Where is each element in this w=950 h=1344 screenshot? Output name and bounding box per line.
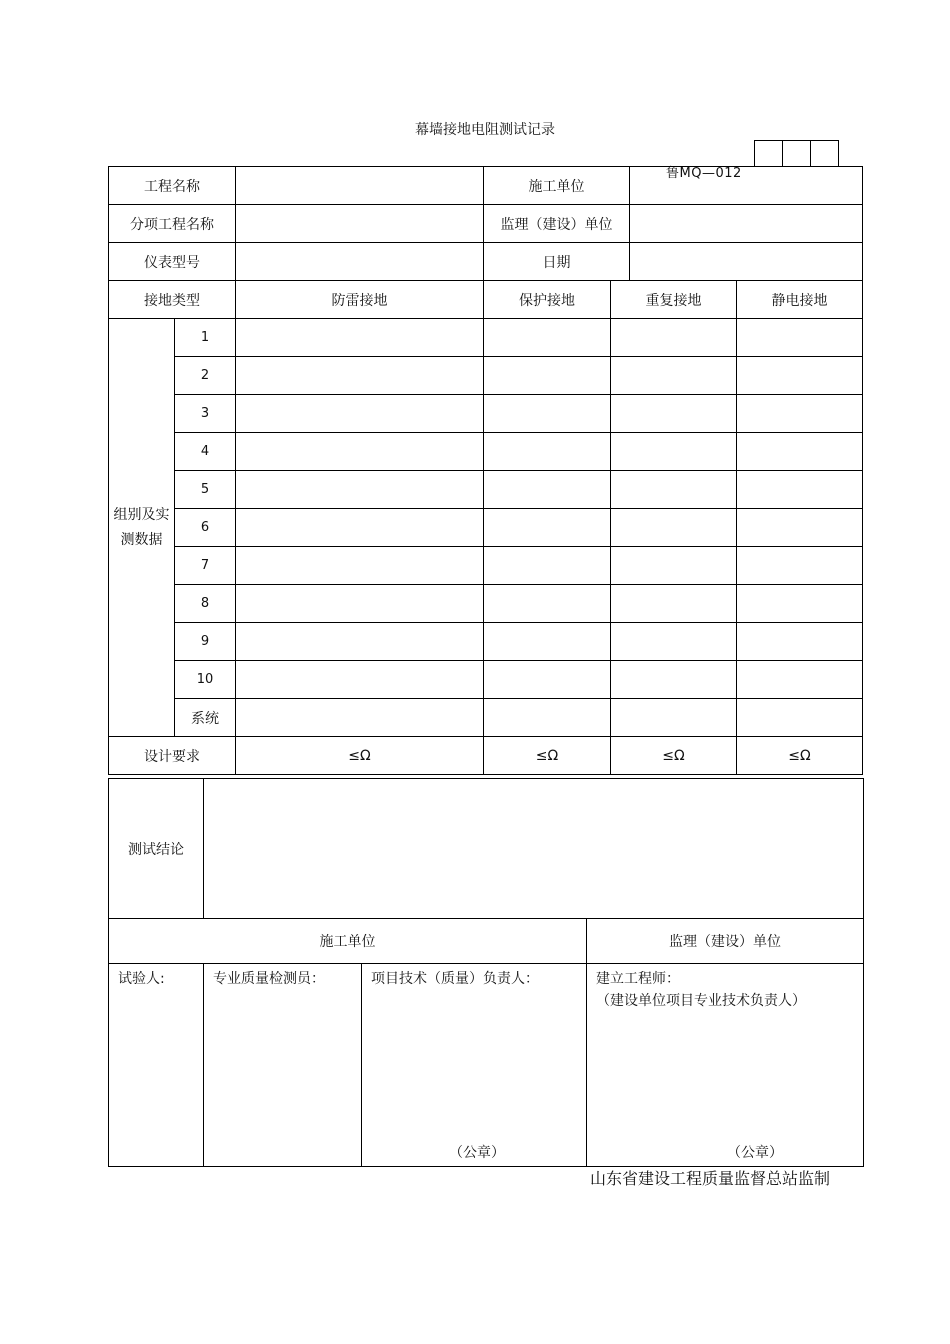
cell-protective[interactable] [484,699,611,737]
cell-protective[interactable] [484,661,611,699]
cell-lightning[interactable] [236,357,484,395]
cell-static[interactable] [737,319,863,357]
test-conclusion-field[interactable] [204,779,864,919]
cell-repeated[interactable] [611,661,737,699]
cell-lightning[interactable] [236,661,484,699]
project-tech-lead-sign-field[interactable] [362,964,587,1167]
design-repeated: ≤Ω [611,737,737,775]
cell-protective[interactable] [484,357,611,395]
cell-lightning[interactable] [236,319,484,357]
label-grounding-type: 接地类型 [109,281,236,319]
design-static: ≤Ω [737,737,863,775]
label-date: 日期 [484,243,630,281]
cell-protective[interactable] [484,585,611,623]
label-sign-construction-unit: 施工单位 [109,919,587,964]
cell-repeated[interactable] [611,547,737,585]
quality-inspector-sign-field[interactable] [204,964,362,1167]
row-label: 1 [175,319,236,357]
cell-protective[interactable] [484,509,611,547]
form-title: 幕墙接地电阻测试记录 [415,122,555,138]
project-name-field[interactable] [236,167,484,205]
cell-repeated[interactable] [611,699,737,737]
label-tester: 试验人: [118,971,165,987]
row-label: 9 [175,623,236,661]
row-label: 3 [175,395,236,433]
label-supervising-engineer: 建立工程师： [596,971,680,987]
cell-lightning[interactable] [236,547,484,585]
footer-issuer: 山东省建设工程质量监督总站监制 [590,1169,831,1188]
conclusion-sign-table [108,778,864,1167]
form-code: 鲁MQ—012 [666,166,742,181]
instrument-model-field[interactable] [236,243,484,281]
code-box[interactable] [782,140,811,167]
cell-lightning[interactable] [236,395,484,433]
cell-static[interactable] [737,623,863,661]
cell-static[interactable] [737,661,863,699]
cell-protective[interactable] [484,433,611,471]
cell-repeated[interactable] [611,395,737,433]
row-label: 5 [175,471,236,509]
date-field[interactable] [630,243,863,281]
label-sign-supervision-unit: 监理（建设）单位 [587,919,864,964]
row-label: 6 [175,509,236,547]
label-owner-tech-lead: （建设单位项目专业技术负责人） [596,993,806,1009]
cell-repeated[interactable] [611,585,737,623]
cell-protective[interactable] [484,395,611,433]
cell-static[interactable] [737,395,863,433]
cell-static[interactable] [737,509,863,547]
cell-protective[interactable] [484,623,611,661]
sub-project-name-field[interactable] [236,205,484,243]
code-box[interactable] [810,140,839,167]
row-label: 10 [175,661,236,699]
cell-static[interactable] [737,699,863,737]
header-lightning: 防雷接地 [236,281,484,319]
stamp-supervision: （公章） [727,1145,783,1161]
stamp-construction: （公章） [449,1145,505,1161]
label-construction-unit: 施工单位 [484,167,630,205]
code-boxes [755,140,839,167]
cell-repeated[interactable] [611,357,737,395]
supervision-unit-field[interactable] [630,205,863,243]
cell-static[interactable] [737,357,863,395]
header-repeated: 重复接地 [611,281,737,319]
label-project-name: 工程名称 [109,167,236,205]
cell-repeated[interactable] [611,471,737,509]
code-box[interactable] [754,140,783,167]
label-instrument-model: 仪表型号 [109,243,236,281]
header-protective: 保护接地 [484,281,611,319]
cell-lightning[interactable] [236,699,484,737]
cell-lightning[interactable] [236,433,484,471]
cell-static[interactable] [737,547,863,585]
label-supervision-unit: 监理（建设）单位 [484,205,630,243]
design-lightning: ≤Ω [236,737,484,775]
tester-sign-field[interactable] [109,964,204,1167]
grounding-table [108,166,863,775]
cell-static[interactable] [737,471,863,509]
cell-repeated[interactable] [611,509,737,547]
cell-static[interactable] [737,585,863,623]
header-static: 静电接地 [737,281,863,319]
cell-repeated[interactable] [611,433,737,471]
cell-static[interactable] [737,433,863,471]
cell-lightning[interactable] [236,471,484,509]
label-quality-inspector: 专业质量检测员： [213,971,325,987]
cell-repeated[interactable] [611,319,737,357]
row-label: 2 [175,357,236,395]
label-design-requirement: 设计要求 [109,737,236,775]
construction-unit-field[interactable] [630,167,863,205]
label-test-conclusion: 测试结论 [109,779,204,919]
cell-protective[interactable] [484,547,611,585]
cell-lightning[interactable] [236,585,484,623]
cell-protective[interactable] [484,319,611,357]
cell-protective[interactable] [484,471,611,509]
cell-repeated[interactable] [611,623,737,661]
label-project-tech-lead: 项目技术（质量）负责人： [371,971,539,987]
cell-lightning[interactable] [236,509,484,547]
design-protective: ≤Ω [484,737,611,775]
label-group-data: 组别及实测数据 [109,319,175,737]
row-label-system: 系统 [175,699,236,737]
row-label: 8 [175,585,236,623]
supervising-engineer-sign-field[interactable] [587,964,864,1167]
row-label: 4 [175,433,236,471]
label-sub-project-name: 分项工程名称 [109,205,236,243]
row-label: 7 [175,547,236,585]
cell-lightning[interactable] [236,623,484,661]
